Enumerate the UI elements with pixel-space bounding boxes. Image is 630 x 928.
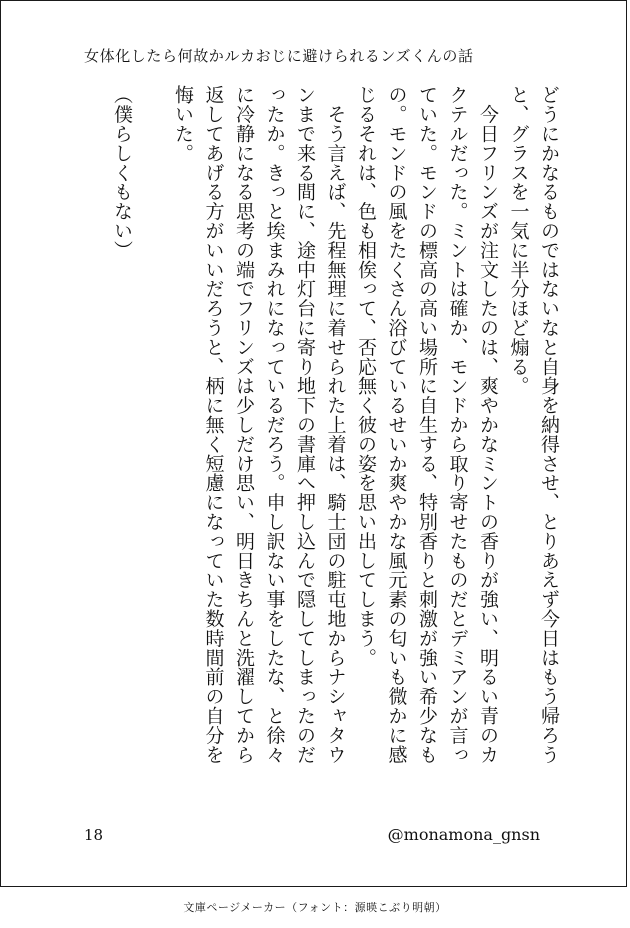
paragraph-3: そう言えば、先程無理に着せられた上着は、騎士団の駐屯地からナシャタウンまで来る間に、途中灯台に寄り地下の書庫へ押し込んで隠してしまったのだったか。きっと埃まみれになっているだろう。申し訳ない事をしたな、と徐々に冷静になる思考の端でフリンズは少しだけ思い、明日きちんと洗濯してから返してあげる方がいいだろうと、柄に無く短慮になっていた数時間前の自分を悔いた。 (172, 85, 347, 764)
blank-line (137, 85, 168, 775)
author-handle: @monamona_gnsn (387, 825, 540, 844)
vertical-text-body (107, 85, 565, 775)
paragraph-2: 今日フリンズが注文したのは、爽やかなミントの香りが強い、明るい青のカクテルだった。ミントは確か、モンドから取り寄せたものだとデミアンが言っていた。モンドの標高の高い場所に自生する、特別香りと刺激が強い希少なもの。モンドの風をたくさん浴びているせいか爽やかな風元素の匂いも微かに感じるそれは、色も相俟って、否応無く彼の姿を思い出してしまう。 (355, 85, 499, 764)
paragraph-1: どうにかなるものではないなと自身を納得させ、とりあえず今日はもう帰ろうと、グラスを一気に半分ほど煽る。 (507, 85, 560, 764)
page-number: 18 (84, 826, 104, 844)
footer-credit: 文庫ページメーカー（フォント：源暎こぶり明朝） (183, 901, 447, 914)
paragraph-thought: （僕らしくもない） (111, 85, 133, 260)
page-header-title: 女体化したら何故かルカおじに避けられるンズくんの話 (84, 47, 474, 65)
